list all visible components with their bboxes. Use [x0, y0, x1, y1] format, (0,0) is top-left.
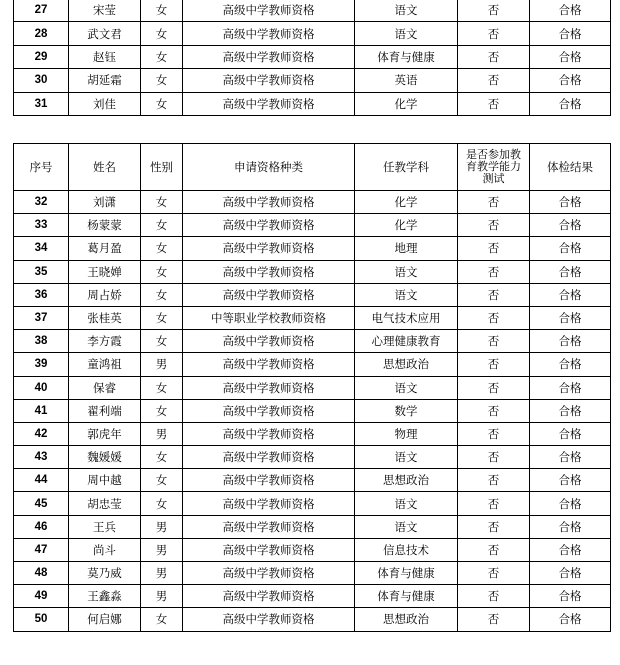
cell-seq: 36 — [14, 283, 69, 306]
cell-health-check: 合格 — [530, 608, 611, 631]
cell-qualification: 高级中学教师资格 — [183, 260, 355, 283]
cell-seq: 45 — [14, 492, 69, 515]
cell-ability-test: 否 — [458, 515, 530, 538]
table-row — [14, 237, 611, 260]
table-row — [14, 515, 611, 538]
table-row — [14, 214, 611, 237]
table-row — [14, 585, 611, 608]
cell-gender: 女 — [141, 492, 183, 515]
cell-gender: 女 — [141, 22, 183, 45]
header-name: 姓名 — [69, 144, 141, 191]
header-row — [14, 144, 611, 191]
cell-seq: 50 — [14, 608, 69, 631]
teacher-table — [13, 143, 611, 632]
cell-ability-test: 否 — [458, 237, 530, 260]
table-row — [14, 446, 611, 469]
header-ability-test: 是否参加教育教学能力测试 — [458, 144, 530, 191]
cell-gender: 女 — [141, 608, 183, 631]
cell-gender: 女 — [141, 446, 183, 469]
cell-ability-test: 否 — [458, 562, 530, 585]
cell-subject: 语文 — [355, 283, 458, 306]
cell-subject: 语文 — [355, 0, 458, 22]
cell-seq: 34 — [14, 237, 69, 260]
cell-qualification: 高级中学教师资格 — [183, 283, 355, 306]
cell-name: 杨蒙蒙 — [69, 214, 141, 237]
cell-seq: 43 — [14, 446, 69, 469]
cell-ability-test: 否 — [458, 191, 530, 214]
cell-health-check: 合格 — [530, 92, 611, 115]
cell-gender: 女 — [141, 399, 183, 422]
table-row — [14, 45, 611, 68]
cell-health-check: 合格 — [530, 330, 611, 353]
cell-qualification: 高级中学教师资格 — [183, 330, 355, 353]
cell-subject: 语文 — [355, 492, 458, 515]
cell-ability-test: 否 — [458, 353, 530, 376]
header-qualification: 申请资格种类 — [183, 144, 355, 191]
cell-ability-test: 否 — [458, 376, 530, 399]
header-health-check: 体检结果 — [530, 144, 611, 191]
cell-subject: 思想政治 — [355, 608, 458, 631]
cell-gender: 男 — [141, 562, 183, 585]
cell-subject: 语文 — [355, 515, 458, 538]
cell-subject: 电气技术应用 — [355, 306, 458, 329]
cell-name: 周占娇 — [69, 283, 141, 306]
header-gender: 性别 — [141, 144, 183, 191]
cell-gender: 男 — [141, 538, 183, 561]
cell-qualification: 高级中学教师资格 — [183, 376, 355, 399]
cell-qualification: 高级中学教师资格 — [183, 191, 355, 214]
cell-gender: 女 — [141, 0, 183, 22]
cell-name: 何启娜 — [69, 608, 141, 631]
cell-seq: 33 — [14, 214, 69, 237]
cell-subject: 化学 — [355, 92, 458, 115]
cell-subject: 体育与健康 — [355, 585, 458, 608]
cell-qualification: 高级中学教师资格 — [183, 446, 355, 469]
cell-ability-test: 否 — [458, 22, 530, 45]
cell-seq: 42 — [14, 422, 69, 445]
cell-qualification: 高级中学教师资格 — [183, 214, 355, 237]
cell-name: 保睿 — [69, 376, 141, 399]
cell-ability-test: 否 — [458, 69, 530, 92]
header-subject: 任教学科 — [355, 144, 458, 191]
cell-qualification: 高级中学教师资格 — [183, 585, 355, 608]
cell-ability-test: 否 — [458, 214, 530, 237]
cell-qualification: 高级中学教师资格 — [183, 469, 355, 492]
cell-gender: 女 — [141, 92, 183, 115]
cell-health-check: 合格 — [530, 306, 611, 329]
cell-qualification: 高级中学教师资格 — [183, 422, 355, 445]
cell-health-check: 合格 — [530, 214, 611, 237]
cell-qualification: 高级中学教师资格 — [183, 45, 355, 68]
cell-qualification: 高级中学教师资格 — [183, 608, 355, 631]
cell-gender: 女 — [141, 283, 183, 306]
cell-seq: 37 — [14, 306, 69, 329]
table-row — [14, 538, 611, 561]
cell-subject: 体育与健康 — [355, 45, 458, 68]
cell-subject: 英语 — [355, 69, 458, 92]
cell-ability-test: 否 — [458, 306, 530, 329]
table-body — [14, 191, 611, 632]
cell-seq: 41 — [14, 399, 69, 422]
cell-health-check: 合格 — [530, 69, 611, 92]
cell-gender: 女 — [141, 469, 183, 492]
cell-gender: 女 — [141, 306, 183, 329]
cell-seq: 39 — [14, 353, 69, 376]
cell-qualification: 高级中学教师资格 — [183, 0, 355, 22]
cell-health-check: 合格 — [530, 22, 611, 45]
table-row — [14, 191, 611, 214]
cell-ability-test: 否 — [458, 585, 530, 608]
cell-health-check: 合格 — [530, 562, 611, 585]
cell-subject: 心理健康教育 — [355, 330, 458, 353]
header-seq: 序号 — [14, 144, 69, 191]
cell-name: 王鑫淼 — [69, 585, 141, 608]
table-row — [14, 469, 611, 492]
cell-health-check: 合格 — [530, 283, 611, 306]
table-row — [14, 562, 611, 585]
table-row — [14, 422, 611, 445]
cell-seq: 40 — [14, 376, 69, 399]
cell-ability-test: 否 — [458, 469, 530, 492]
table-row — [14, 92, 611, 115]
cell-name: 宋莹 — [69, 0, 141, 22]
cell-gender: 男 — [141, 353, 183, 376]
cell-ability-test: 否 — [458, 492, 530, 515]
cell-subject: 化学 — [355, 191, 458, 214]
cell-name: 葛月盈 — [69, 237, 141, 260]
cell-seq: 48 — [14, 562, 69, 585]
cell-health-check: 合格 — [530, 446, 611, 469]
cell-ability-test: 否 — [458, 446, 530, 469]
cell-qualification: 高级中学教师资格 — [183, 353, 355, 376]
cell-gender: 女 — [141, 191, 183, 214]
cell-seq: 49 — [14, 585, 69, 608]
cell-seq: 47 — [14, 538, 69, 561]
cell-ability-test: 否 — [458, 260, 530, 283]
cell-seq: 29 — [14, 45, 69, 68]
cell-gender: 男 — [141, 515, 183, 538]
cell-subject: 地理 — [355, 237, 458, 260]
cell-name: 刘佳 — [69, 92, 141, 115]
cell-ability-test: 否 — [458, 45, 530, 68]
cell-name: 郭虎年 — [69, 422, 141, 445]
cell-seq: 38 — [14, 330, 69, 353]
cell-qualification: 高级中学教师资格 — [183, 538, 355, 561]
cell-name: 胡忠莹 — [69, 492, 141, 515]
cell-qualification: 高级中学教师资格 — [183, 515, 355, 538]
cell-gender: 女 — [141, 260, 183, 283]
cell-health-check: 合格 — [530, 538, 611, 561]
cell-health-check: 合格 — [530, 237, 611, 260]
table-row — [14, 69, 611, 92]
cell-qualification: 高级中学教师资格 — [183, 562, 355, 585]
cell-ability-test: 否 — [458, 0, 530, 22]
table-row — [14, 376, 611, 399]
cell-name: 魏媛媛 — [69, 446, 141, 469]
cell-ability-test: 否 — [458, 399, 530, 422]
cell-gender: 男 — [141, 585, 183, 608]
cell-gender: 男 — [141, 422, 183, 445]
cell-gender: 女 — [141, 330, 183, 353]
cell-subject: 体育与健康 — [355, 562, 458, 585]
teacher-table-continued — [13, 0, 611, 116]
cell-seq: 28 — [14, 22, 69, 45]
table-row — [14, 353, 611, 376]
cell-health-check: 合格 — [530, 260, 611, 283]
cell-health-check: 合格 — [530, 469, 611, 492]
cell-subject: 物理 — [355, 422, 458, 445]
cell-subject: 语文 — [355, 260, 458, 283]
cell-qualification: 高级中学教师资格 — [183, 399, 355, 422]
cell-name: 胡延霜 — [69, 69, 141, 92]
cell-name: 童鸿祖 — [69, 353, 141, 376]
table-row — [14, 399, 611, 422]
cell-seq: 32 — [14, 191, 69, 214]
cell-name: 周中越 — [69, 469, 141, 492]
cell-qualification: 高级中学教师资格 — [183, 22, 355, 45]
table-body — [14, 0, 611, 115]
cell-subject: 信息技术 — [355, 538, 458, 561]
cell-subject: 思想政治 — [355, 469, 458, 492]
cell-health-check: 合格 — [530, 399, 611, 422]
cell-subject: 语文 — [355, 446, 458, 469]
cell-subject: 语文 — [355, 376, 458, 399]
cell-health-check: 合格 — [530, 492, 611, 515]
cell-health-check: 合格 — [530, 515, 611, 538]
cell-seq: 35 — [14, 260, 69, 283]
cell-seq: 27 — [14, 0, 69, 22]
cell-ability-test: 否 — [458, 92, 530, 115]
cell-ability-test: 否 — [458, 422, 530, 445]
cell-name: 赵钰 — [69, 45, 141, 68]
cell-subject: 语文 — [355, 22, 458, 45]
cell-health-check: 合格 — [530, 376, 611, 399]
cell-ability-test: 否 — [458, 330, 530, 353]
table-row — [14, 22, 611, 45]
cell-gender: 女 — [141, 237, 183, 260]
cell-name: 尚斗 — [69, 538, 141, 561]
cell-name: 莫乃威 — [69, 562, 141, 585]
cell-ability-test: 否 — [458, 283, 530, 306]
cell-seq: 30 — [14, 69, 69, 92]
cell-name: 刘潇 — [69, 191, 141, 214]
cell-health-check: 合格 — [530, 422, 611, 445]
cell-health-check: 合格 — [530, 45, 611, 68]
cell-seq: 31 — [14, 92, 69, 115]
table-row — [14, 330, 611, 353]
cell-gender: 女 — [141, 214, 183, 237]
cell-gender: 女 — [141, 376, 183, 399]
table-row — [14, 260, 611, 283]
cell-name: 张桂英 — [69, 306, 141, 329]
cell-qualification: 高级中学教师资格 — [183, 237, 355, 260]
cell-subject: 数学 — [355, 399, 458, 422]
table-row — [14, 306, 611, 329]
table-row — [14, 283, 611, 306]
cell-subject: 化学 — [355, 214, 458, 237]
cell-seq: 46 — [14, 515, 69, 538]
cell-qualification: 高级中学教师资格 — [183, 92, 355, 115]
cell-subject: 思想政治 — [355, 353, 458, 376]
table-row — [14, 608, 611, 631]
table-row — [14, 492, 611, 515]
cell-name: 李方霞 — [69, 330, 141, 353]
cell-health-check: 合格 — [530, 0, 611, 22]
cell-name: 翟利端 — [69, 399, 141, 422]
cell-qualification: 中等职业学校教师资格 — [183, 306, 355, 329]
cell-ability-test: 否 — [458, 608, 530, 631]
cell-health-check: 合格 — [530, 191, 611, 214]
cell-health-check: 合格 — [530, 585, 611, 608]
table-row — [14, 0, 611, 22]
cell-qualification: 高级中学教师资格 — [183, 69, 355, 92]
cell-seq: 44 — [14, 469, 69, 492]
cell-gender: 女 — [141, 69, 183, 92]
cell-gender: 女 — [141, 45, 183, 68]
cell-name: 王晓婵 — [69, 260, 141, 283]
cell-name: 王兵 — [69, 515, 141, 538]
cell-qualification: 高级中学教师资格 — [183, 492, 355, 515]
cell-health-check: 合格 — [530, 353, 611, 376]
cell-ability-test: 否 — [458, 538, 530, 561]
cell-name: 武文君 — [69, 22, 141, 45]
